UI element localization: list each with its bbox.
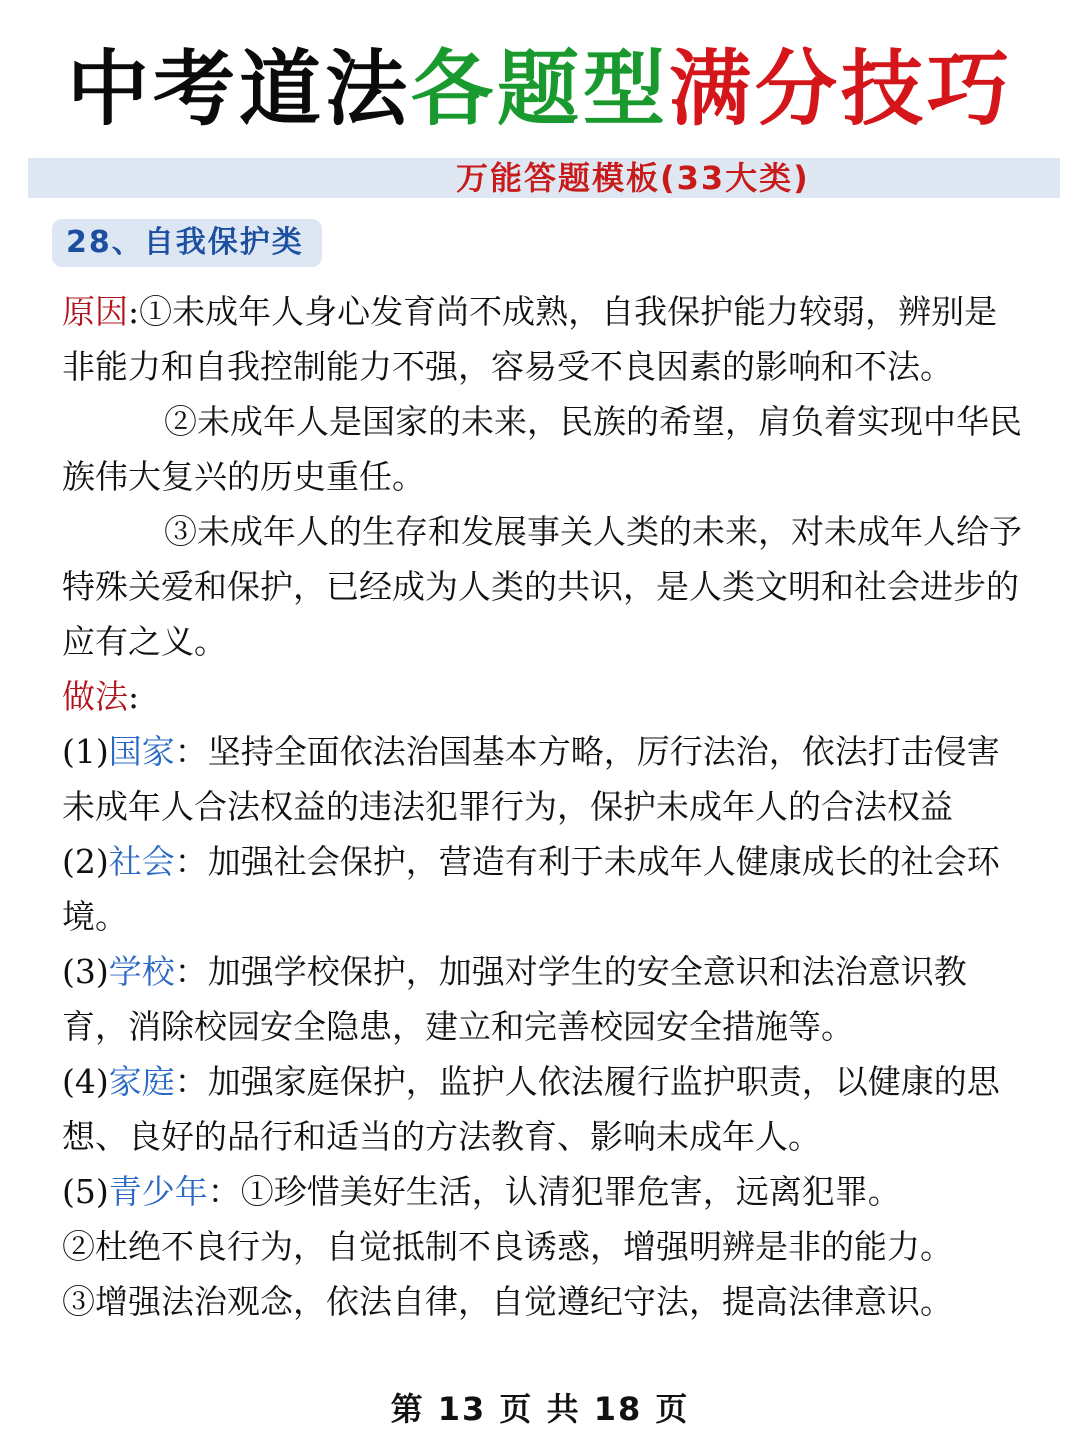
method-heading xyxy=(62,669,1022,724)
method-item-4-label: 家庭 xyxy=(108,1062,175,1101)
method-item-2-label: 社会 xyxy=(108,842,175,881)
subtitle-bar xyxy=(28,158,1060,198)
title-part-black: 中考道法 xyxy=(66,42,411,137)
reason-item-1: ①未成年人身心发育尚不成熟，自我保护能力较弱，辨别是非能力和自我控制能力不强，容易受不良因素的影响和不法。 xyxy=(62,292,998,386)
method-item-2-text: ：加强社会保护，营造有利于未成年人健康成长的社会环境。 xyxy=(62,842,1000,936)
method-item-3 xyxy=(62,944,1022,1054)
page-title xyxy=(0,40,1080,140)
method-label: 做法 xyxy=(62,677,128,716)
method-item-4-num: (4) xyxy=(62,1062,109,1101)
method-extra-1: ②杜绝不良行为，自觉抵制不良诱惑，增强明辨是非的能力。 xyxy=(62,1227,953,1266)
method-item-5-text: ：①珍惜美好生活，认清犯罪危害，远离犯罪。 xyxy=(207,1172,901,1211)
reason-paragraph-1 xyxy=(62,284,1022,394)
method-colon: : xyxy=(128,677,140,716)
section-heading: 28、自我保护类 xyxy=(52,219,322,267)
method-item-1-label: 国家 xyxy=(108,732,175,771)
method-item-5-label: 青少年 xyxy=(108,1172,208,1211)
method-item-1 xyxy=(62,724,1022,834)
method-item-4 xyxy=(62,1054,1022,1164)
reason-paragraph-2 xyxy=(62,394,1022,504)
method-item-4-text: ：加强家庭保护，监护人依法履行监护职责，以健康的思想、良好的品行和适当的方法教育、影响未成年人。 xyxy=(62,1062,1000,1156)
title-part-green: 各题型 xyxy=(410,42,669,137)
method-item-1-num: (1) xyxy=(62,732,109,771)
method-item-2-num: (2) xyxy=(62,842,109,881)
method-item-3-text: ：加强学校保护，加强对学生的安全意识和法治意识教育，消除校园安全隐患，建立和完善校园安全措施等。 xyxy=(62,952,967,1046)
method-item-3-label: 学校 xyxy=(108,952,175,991)
reason-colon: : xyxy=(128,292,140,331)
method-item-1-text: ：坚持全面依法治国基本方略，厉行法治，依法打击侵害未成年人合法权益的违法犯罪行为，保护未成年人的合法权益 xyxy=(62,732,1000,826)
method-item-5 xyxy=(62,1164,1022,1219)
reason-label: 原因 xyxy=(62,292,128,331)
method-item-3-num: (3) xyxy=(62,952,109,991)
method-item-5-num: (5) xyxy=(62,1172,109,1211)
content-body xyxy=(62,284,1022,1329)
subtitle-text: 万能答题模板(33大类) xyxy=(456,159,810,197)
reason-item-3: ③未成年人的生存和发展事关人类的未来，对未成年人给予特殊关爱和保护，已经成为人类的共识，是人类文明和社会进步的应有之义。 xyxy=(62,512,1022,661)
method-item-2 xyxy=(62,834,1022,944)
reason-item-2: ②未成年人是国家的未来，民族的希望，肩负着实现中华民族伟大复兴的历史重任。 xyxy=(62,402,1022,496)
method-extra-2: ③增强法治观念，依法自律，自觉遵纪守法，提高法律意识。 xyxy=(62,1282,953,1321)
title-part-red: 满分技巧 xyxy=(669,42,1014,137)
reason-paragraph-3 xyxy=(62,504,1022,669)
page-footer: 第 13 页 共 18 页 xyxy=(390,1390,690,1428)
